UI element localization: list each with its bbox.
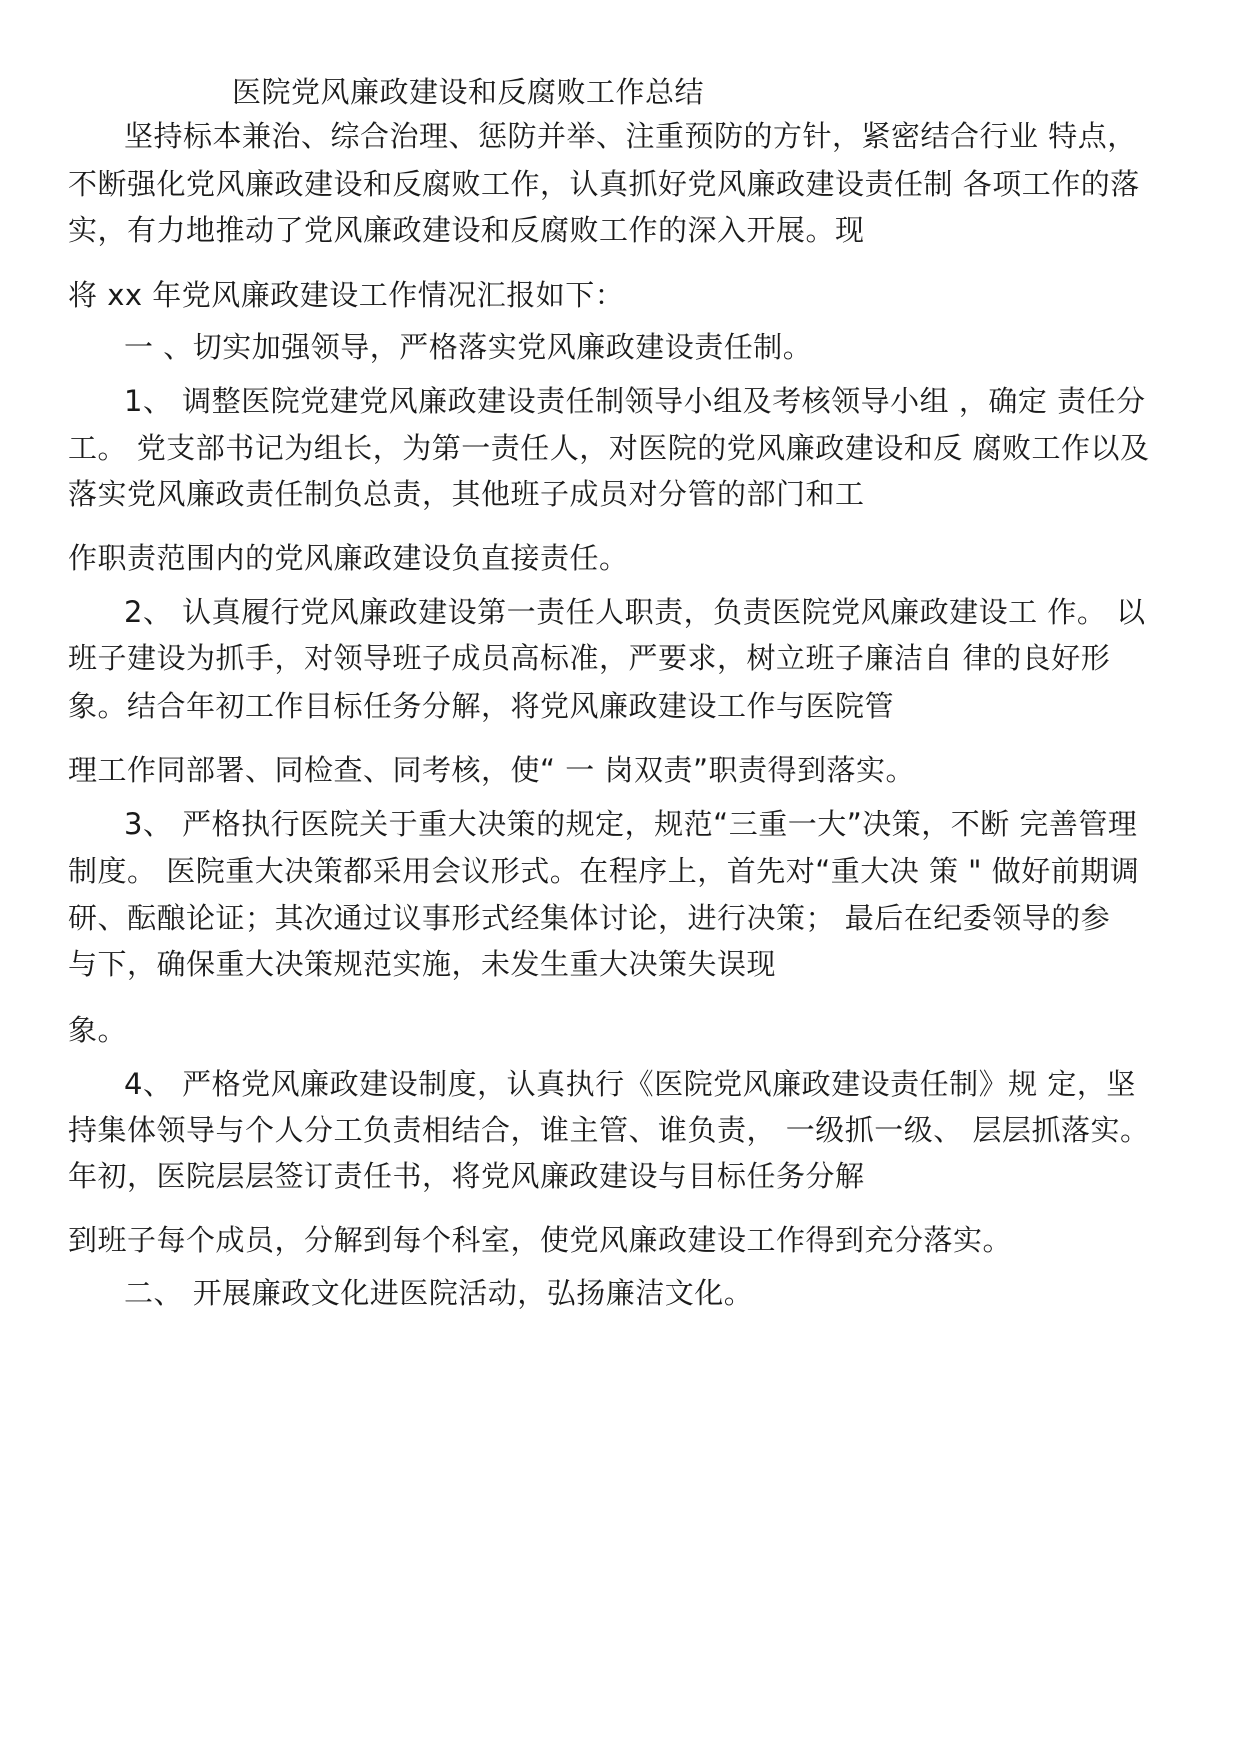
document-title: 医院党风廉政建设和反腐败工作总结 — [232, 75, 705, 109]
intro-line-2: 不断强化党风廉政建设和反腐败工作，认真抓好党风廉政建设责任制 各项工作的落 — [68, 167, 1140, 201]
item-3-line-3: 研、酝酿论证；其次通过议事形式经集体讨论，进行决策； 最后在纪委领导的参 — [68, 901, 1111, 935]
section-1-heading: 一 、切实加强领导，严格落实党风廉政建设责任制。 — [124, 330, 813, 364]
item-2-line-3: 象。结合年初工作目标任务分解，将党风廉政建设工作与医院管 — [68, 689, 895, 723]
item-3-line-1: 3、 严格执行医院关于重大决策的规定，规范“三重一大”决策，不断 完善管理 — [124, 807, 1138, 841]
item-4-line-3: 年初，医院层层签订责任书，将党风廉政建设与目标任务分解 — [68, 1159, 865, 1193]
item-4-line-2: 持集体领导与个人分工负责相结合，谁主管、谁负责， 一级抓一级、 层层抓落实。 — [68, 1113, 1150, 1147]
item-3-line-2: 制度。 医院重大决策都采用会议形式。在程序上，首先对“重大决 策 " 做好前期调 — [68, 854, 1140, 888]
item-1-line-4: 作职责范围内的党风廉政建设负直接责任。 — [68, 541, 629, 575]
intro-line-4: 将 xx 年党风廉政建设工作情况汇报如下： — [68, 278, 625, 312]
item-3-line-4: 与下，确保重大决策规范实施，未发生重大决策失误现 — [68, 947, 777, 981]
item-4-line-4: 到班子每个成员，分解到每个科室，使党风廉政建设工作得到充分落实。 — [68, 1223, 1013, 1257]
section-2-heading: 二、 开展廉政文化进医院活动，弘扬廉洁文化。 — [124, 1276, 754, 1310]
item-2-line-1: 2、 认真履行党风廉政建设第一责任人职责，负责医院党风廉政建设工 作。 以 — [124, 595, 1146, 629]
intro-line-3: 实，有力地推动了党风廉政建设和反腐败工作的深入开展。现 — [68, 213, 865, 247]
item-1-line-1: 1、 调整医院党建党风廉政建设责任制领导小组及考核领导小组 ，确定 责任分 — [124, 384, 1146, 418]
item-1-line-2: 工。 党支部书记为组长，为第一责任人，对医院的党风廉政建设和反 腐败工作以及 — [68, 431, 1150, 465]
intro-line-1: 坚持标本兼治、综合治理、惩防并举、注重预防的方针，紧密结合行业 特点， — [124, 119, 1137, 153]
item-4-line-1: 4、 严格党风廉政建设制度，认真执行《医院党风廉政建设责任制》规 定，坚 — [124, 1067, 1136, 1101]
item-3-line-5: 象。 — [68, 1013, 128, 1047]
item-2-line-4: 理工作同部署、同检查、同考核，使“ 一 岗双责”职责得到落实。 — [68, 753, 915, 787]
item-2-line-2: 班子建设为抓手，对领导班子成员高标准，严要求，树立班子廉洁自 律的良好形 — [68, 641, 1111, 675]
item-1-line-3: 落实党风廉政责任制负总责，其他班子成员对分管的部门和工 — [68, 477, 865, 511]
